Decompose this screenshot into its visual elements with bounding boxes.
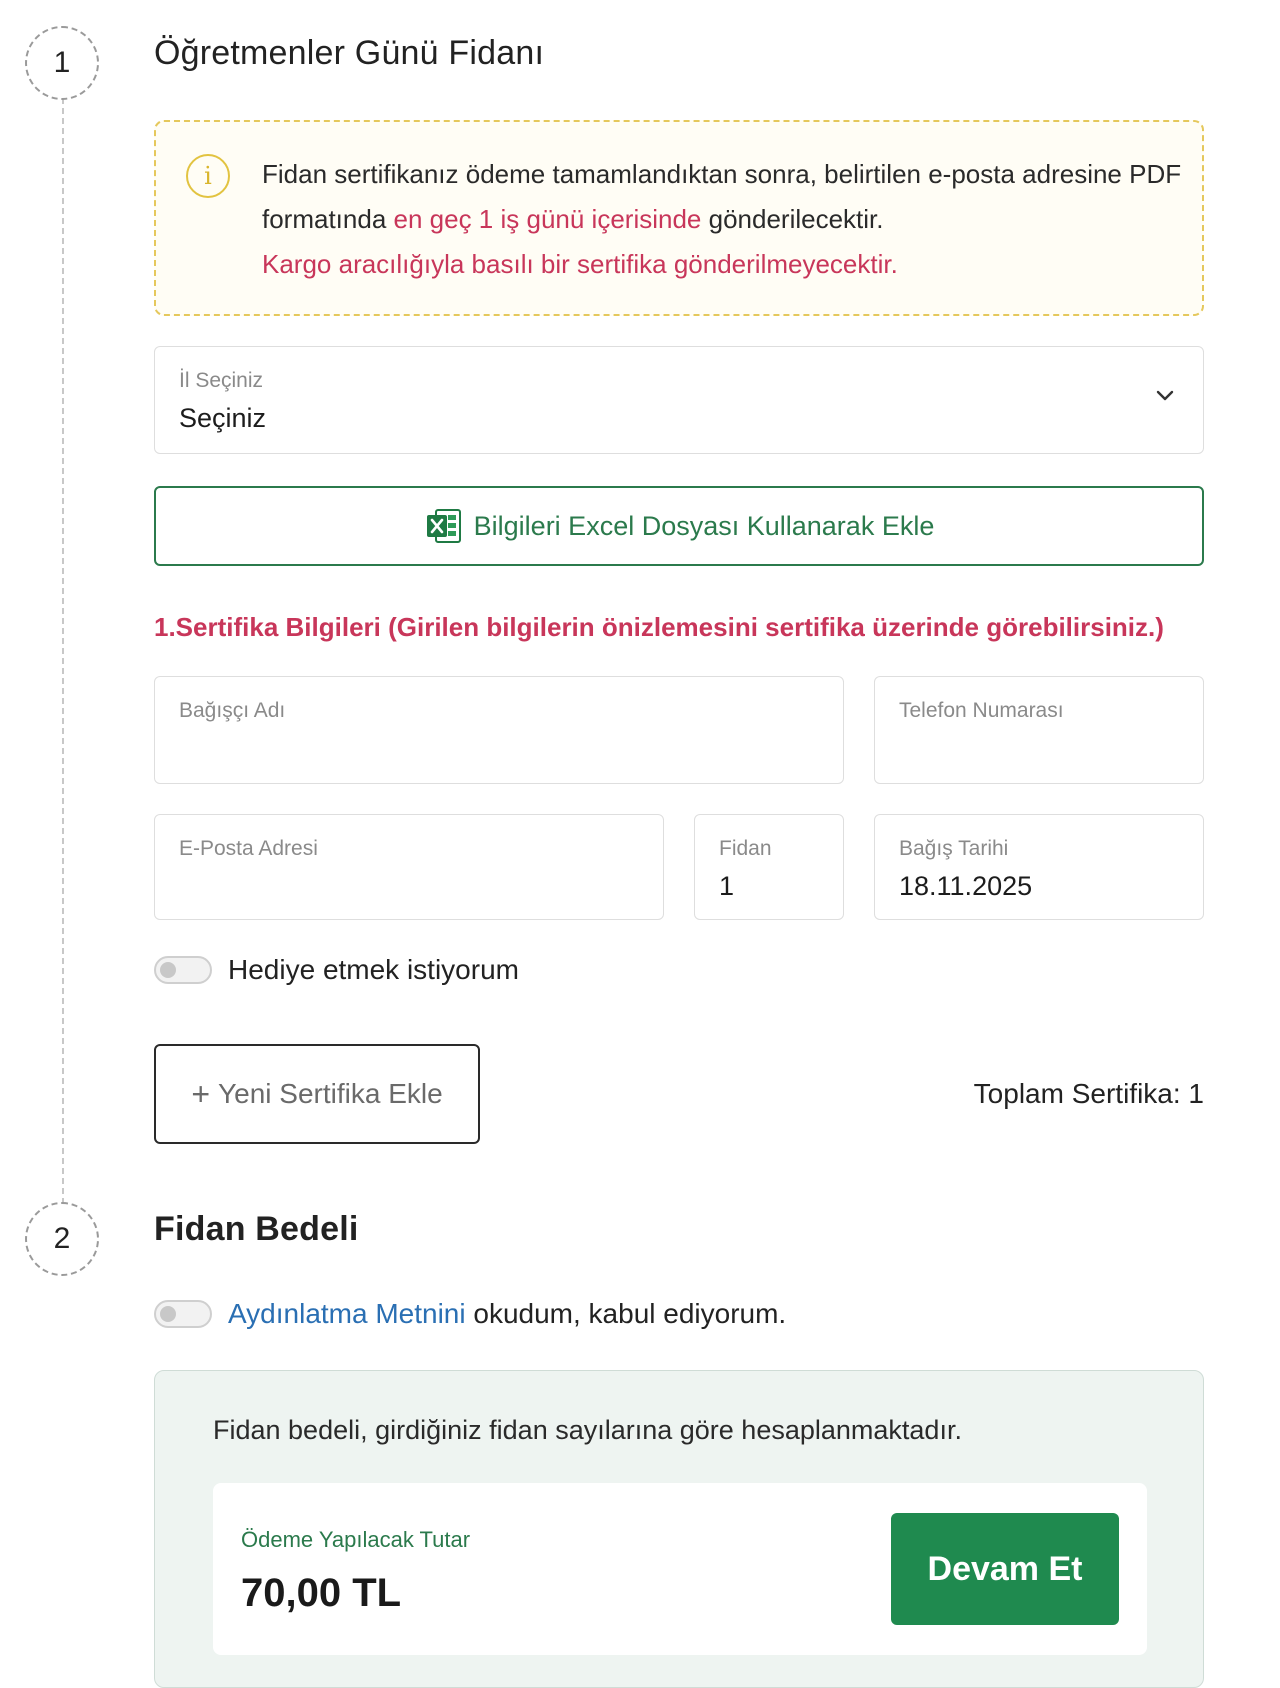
step-1-title: Öğretmenler Günü Fidanı bbox=[154, 34, 545, 72]
email-label: E-Posta Adresi bbox=[179, 837, 318, 860]
step-1-badge bbox=[25, 26, 99, 100]
amount-value: 70,00 TL bbox=[241, 1571, 402, 1615]
consent-text bbox=[228, 1298, 786, 1330]
consent-toggle-knob bbox=[160, 1306, 176, 1322]
info-text bbox=[262, 152, 1182, 287]
continue-button[interactable]: Devam Et bbox=[891, 1513, 1119, 1625]
gift-toggle[interactable] bbox=[154, 956, 212, 984]
gift-toggle-knob bbox=[160, 962, 176, 978]
gift-toggle-row bbox=[154, 954, 519, 986]
price-note: Fidan bedeli, girdiğiniz fidan sayılarına göre hesaplanmaktadır. bbox=[213, 1415, 962, 1445]
city-select-label: İl Seçiniz bbox=[179, 369, 264, 392]
donor-name-label: Bağışçı Adı bbox=[179, 699, 286, 722]
step-2-number: 2 bbox=[53, 1222, 71, 1255]
donor-name-field[interactable] bbox=[154, 676, 844, 784]
excel-icon bbox=[424, 506, 464, 546]
info-text-part2: gönderilecektir. bbox=[701, 204, 884, 234]
add-certificate-button[interactable] bbox=[154, 1044, 480, 1144]
email-field[interactable] bbox=[154, 814, 664, 920]
info-notice bbox=[154, 120, 1204, 316]
add-certificate-label: Yeni Sertifika Ekle bbox=[218, 1078, 443, 1109]
step-1-number: 1 bbox=[53, 46, 71, 79]
consent-toggle-row bbox=[154, 1298, 786, 1330]
info-icon: i bbox=[186, 154, 230, 198]
price-panel bbox=[154, 1370, 1204, 1688]
consent-toggle[interactable] bbox=[154, 1300, 212, 1328]
excel-upload-label: Bilgileri Excel Dosyası Kullanarak Ekle bbox=[473, 510, 935, 541]
consent-rest: okudum, kabul ediyorum. bbox=[465, 1298, 787, 1329]
sapling-count-field[interactable] bbox=[694, 814, 844, 920]
sapling-count-value: 1 bbox=[719, 871, 735, 901]
step-rail bbox=[62, 98, 64, 1204]
sapling-count-label: Fidan bbox=[719, 837, 772, 860]
info-warning: Kargo aracılığıyla basılı bir sertifika gönderilmeyecektir. bbox=[262, 249, 898, 279]
certificate-section-heading: 1.Sertifika Bilgileri (Girilen bilgilerin önizlemesini sertifika üzerinde görebilirsiniz.) bbox=[154, 612, 1164, 642]
plus-icon: + bbox=[191, 1076, 211, 1112]
donation-date-value: 18.11.2025 bbox=[899, 871, 1033, 901]
donation-date-label: Bağış Tarihi bbox=[899, 837, 1009, 860]
gift-toggle-label: Hediye etmek istiyorum bbox=[228, 954, 519, 985]
info-text-highlight: en geç 1 iş günü içerisinde bbox=[393, 204, 702, 234]
payment-card bbox=[213, 1483, 1147, 1655]
chevron-down-icon bbox=[1153, 383, 1177, 407]
step-2-title: Fidan Bedeli bbox=[154, 1210, 359, 1248]
donation-date-field[interactable] bbox=[874, 814, 1204, 920]
phone-label: Telefon Numarası bbox=[899, 699, 1064, 722]
consent-link[interactable]: Aydınlatma Metnini bbox=[228, 1298, 466, 1329]
phone-field[interactable] bbox=[874, 676, 1204, 784]
city-select[interactable] bbox=[154, 346, 1204, 454]
info-text-part1: Fidan sertifikanız ödeme tamamlandıktan sonra, belirtilen e-posta adresine PDF formatında bbox=[262, 159, 1182, 234]
excel-upload-button[interactable] bbox=[154, 486, 1204, 566]
step-2-badge bbox=[25, 1202, 99, 1276]
total-certificates: Toplam Sertifika: 1 bbox=[973, 1078, 1204, 1109]
amount-label: Ödeme Yapılacak Tutar bbox=[241, 1527, 471, 1552]
city-select-value: Seçiniz bbox=[179, 403, 267, 433]
